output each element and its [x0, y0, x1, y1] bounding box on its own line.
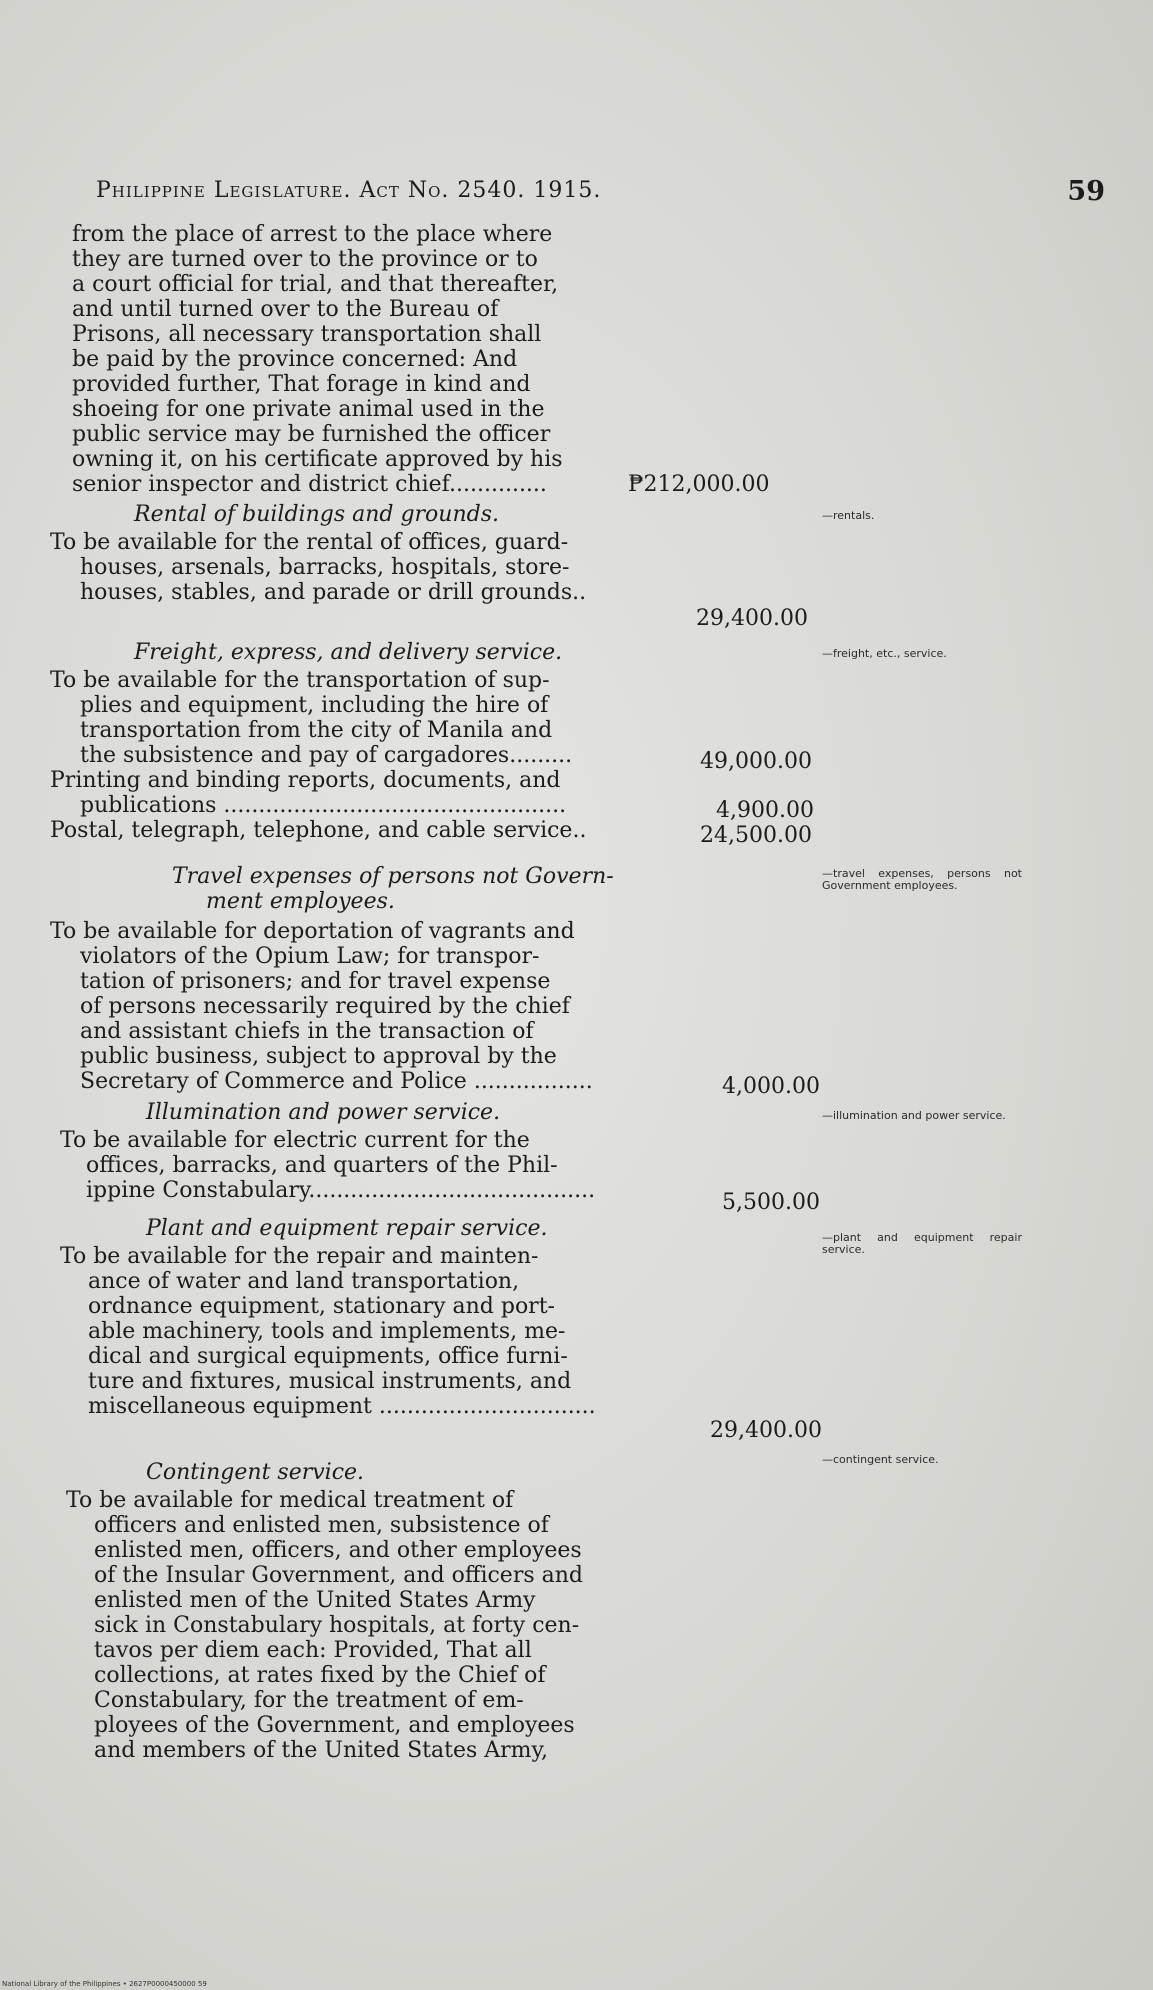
text-line: ance of water and land transportation, — [88, 1269, 520, 1294]
section-heading: Illumination and power service. — [146, 1100, 501, 1125]
text-line: To be available for deportation of vagrants and — [50, 919, 575, 944]
text-line: tation of prisoners; and for travel expense — [80, 969, 551, 994]
text-line: dical and surgical equipments, office furni- — [88, 1344, 568, 1369]
text-line: ordnance equipment, stationary and port- — [88, 1294, 555, 1319]
amount: 29,400.00 — [696, 606, 808, 631]
section-heading: Contingent service. — [146, 1460, 365, 1485]
text-line: ture and fixtures, musical instruments, and — [88, 1369, 572, 1394]
text-line: and until turned over to the Bureau of — [72, 297, 499, 322]
text-line: ployees of the Government, and employees — [94, 1713, 575, 1738]
text-line: Prisons, all necessary transportation shall — [72, 322, 542, 347]
running-head: Philippine Legislature. Act No. 2540. 1915. — [96, 178, 602, 203]
amount: ₱212,000.00 — [628, 472, 770, 497]
text-line: provided further, That forage in kind and — [72, 372, 531, 397]
text-line: shoeing for one private animal used in the — [72, 397, 545, 422]
text-line: Postal, telegraph, telephone, and cable service.. — [50, 818, 587, 843]
text-line: violators of the Opium Law; for transpor- — [80, 944, 540, 969]
text-line: Secretary of Commerce and Police ................. — [80, 1069, 593, 1094]
section-heading: Rental of buildings and grounds. — [134, 502, 500, 527]
amount: 49,000.00 — [700, 749, 812, 774]
amount: 24,500.00 — [700, 823, 812, 848]
text-line: To be available for the transportation of sup- — [50, 668, 550, 693]
margin-note: —contingent service. — [822, 1453, 939, 1466]
text-line: To be available for the rental of offices, guard- — [50, 530, 569, 555]
text-line: transportation from the city of Manila and — [80, 718, 553, 743]
amount: 5,500.00 — [722, 1190, 820, 1215]
text-line: publications ................................................. — [80, 793, 567, 818]
amount: 4,900.00 — [716, 798, 814, 823]
text-line: houses, arsenals, barracks, hospitals, store- — [80, 555, 570, 580]
text-line: of the Insular Government, and officers and — [94, 1563, 583, 1588]
section-heading: Freight, express, and delivery service. — [134, 640, 563, 665]
text-line: enlisted men of the United States Army — [94, 1588, 536, 1613]
page-number: 59 — [1067, 176, 1105, 207]
text-line: To be available for electric current for the — [60, 1128, 530, 1153]
text-line: able machinery, tools and implements, me- — [88, 1319, 566, 1344]
text-line: public business, subject to approval by the — [80, 1044, 557, 1069]
text-line: public service may be furnished the officer — [72, 422, 551, 447]
margin-note: —plant and equipment repair service. — [822, 1231, 1022, 1256]
text-line: ippine Constabulary......................................... — [86, 1178, 596, 1203]
amount: 4,000.00 — [722, 1074, 820, 1099]
margin-note: —travel expenses, persons not Government employees. — [822, 867, 1022, 892]
text-line: miscellaneous equipment ............................... — [88, 1394, 596, 1419]
text-line: senior inspector and district chief.............. — [72, 472, 547, 497]
text-line: of persons necessarily required by the chief — [80, 994, 570, 1019]
section-heading: ment employees. — [206, 889, 395, 914]
margin-note: —rentals. — [822, 509, 875, 522]
text-line: and assistant chiefs in the transaction of — [80, 1019, 534, 1044]
text-line: the subsistence and pay of cargadores......... — [80, 743, 573, 768]
text-line: tavos per diem each: Provided, That all — [94, 1638, 532, 1663]
text-line: be paid by the province concerned: And — [72, 347, 518, 372]
text-line: To be available for medical treatment of — [66, 1488, 514, 1513]
text-line: collections, at rates fixed by the Chief of — [94, 1663, 546, 1688]
text-line: a court official for trial, and that thereafter, — [72, 272, 559, 297]
margin-note: —freight, etc., service. — [822, 647, 947, 660]
amount: 29,400.00 — [710, 1418, 822, 1443]
text-line: plies and equipment, including the hire of — [80, 693, 549, 718]
text-line: Printing and binding reports, documents, and — [50, 768, 561, 793]
text-line: enlisted men, officers, and other employees — [94, 1538, 582, 1563]
scan-footer: National Library of the Philippines • 2627P0000450000 59 — [2, 1980, 207, 1988]
section-heading: Plant and equipment repair service. — [146, 1216, 548, 1241]
text-line: houses, stables, and parade or drill grounds.. — [80, 580, 587, 605]
text-line: owning it, on his certificate approved by his — [72, 447, 563, 472]
text-line: offices, barracks, and quarters of the Phil- — [86, 1153, 558, 1178]
text-line: officers and enlisted men, subsistence of — [94, 1513, 549, 1538]
text-line: they are turned over to the province or to — [72, 247, 538, 272]
text-line: and members of the United States Army, — [94, 1738, 549, 1763]
section-heading: Travel expenses of persons not Govern- — [172, 864, 614, 889]
text-line: To be available for the repair and mainten- — [60, 1244, 539, 1269]
text-line: sick in Constabulary hospitals, at forty cen- — [94, 1613, 580, 1638]
margin-note: —illumination and power service. — [822, 1109, 1006, 1122]
text-line: Constabulary, for the treatment of em- — [94, 1688, 524, 1713]
text-line: from the place of arrest to the place where — [72, 222, 553, 247]
